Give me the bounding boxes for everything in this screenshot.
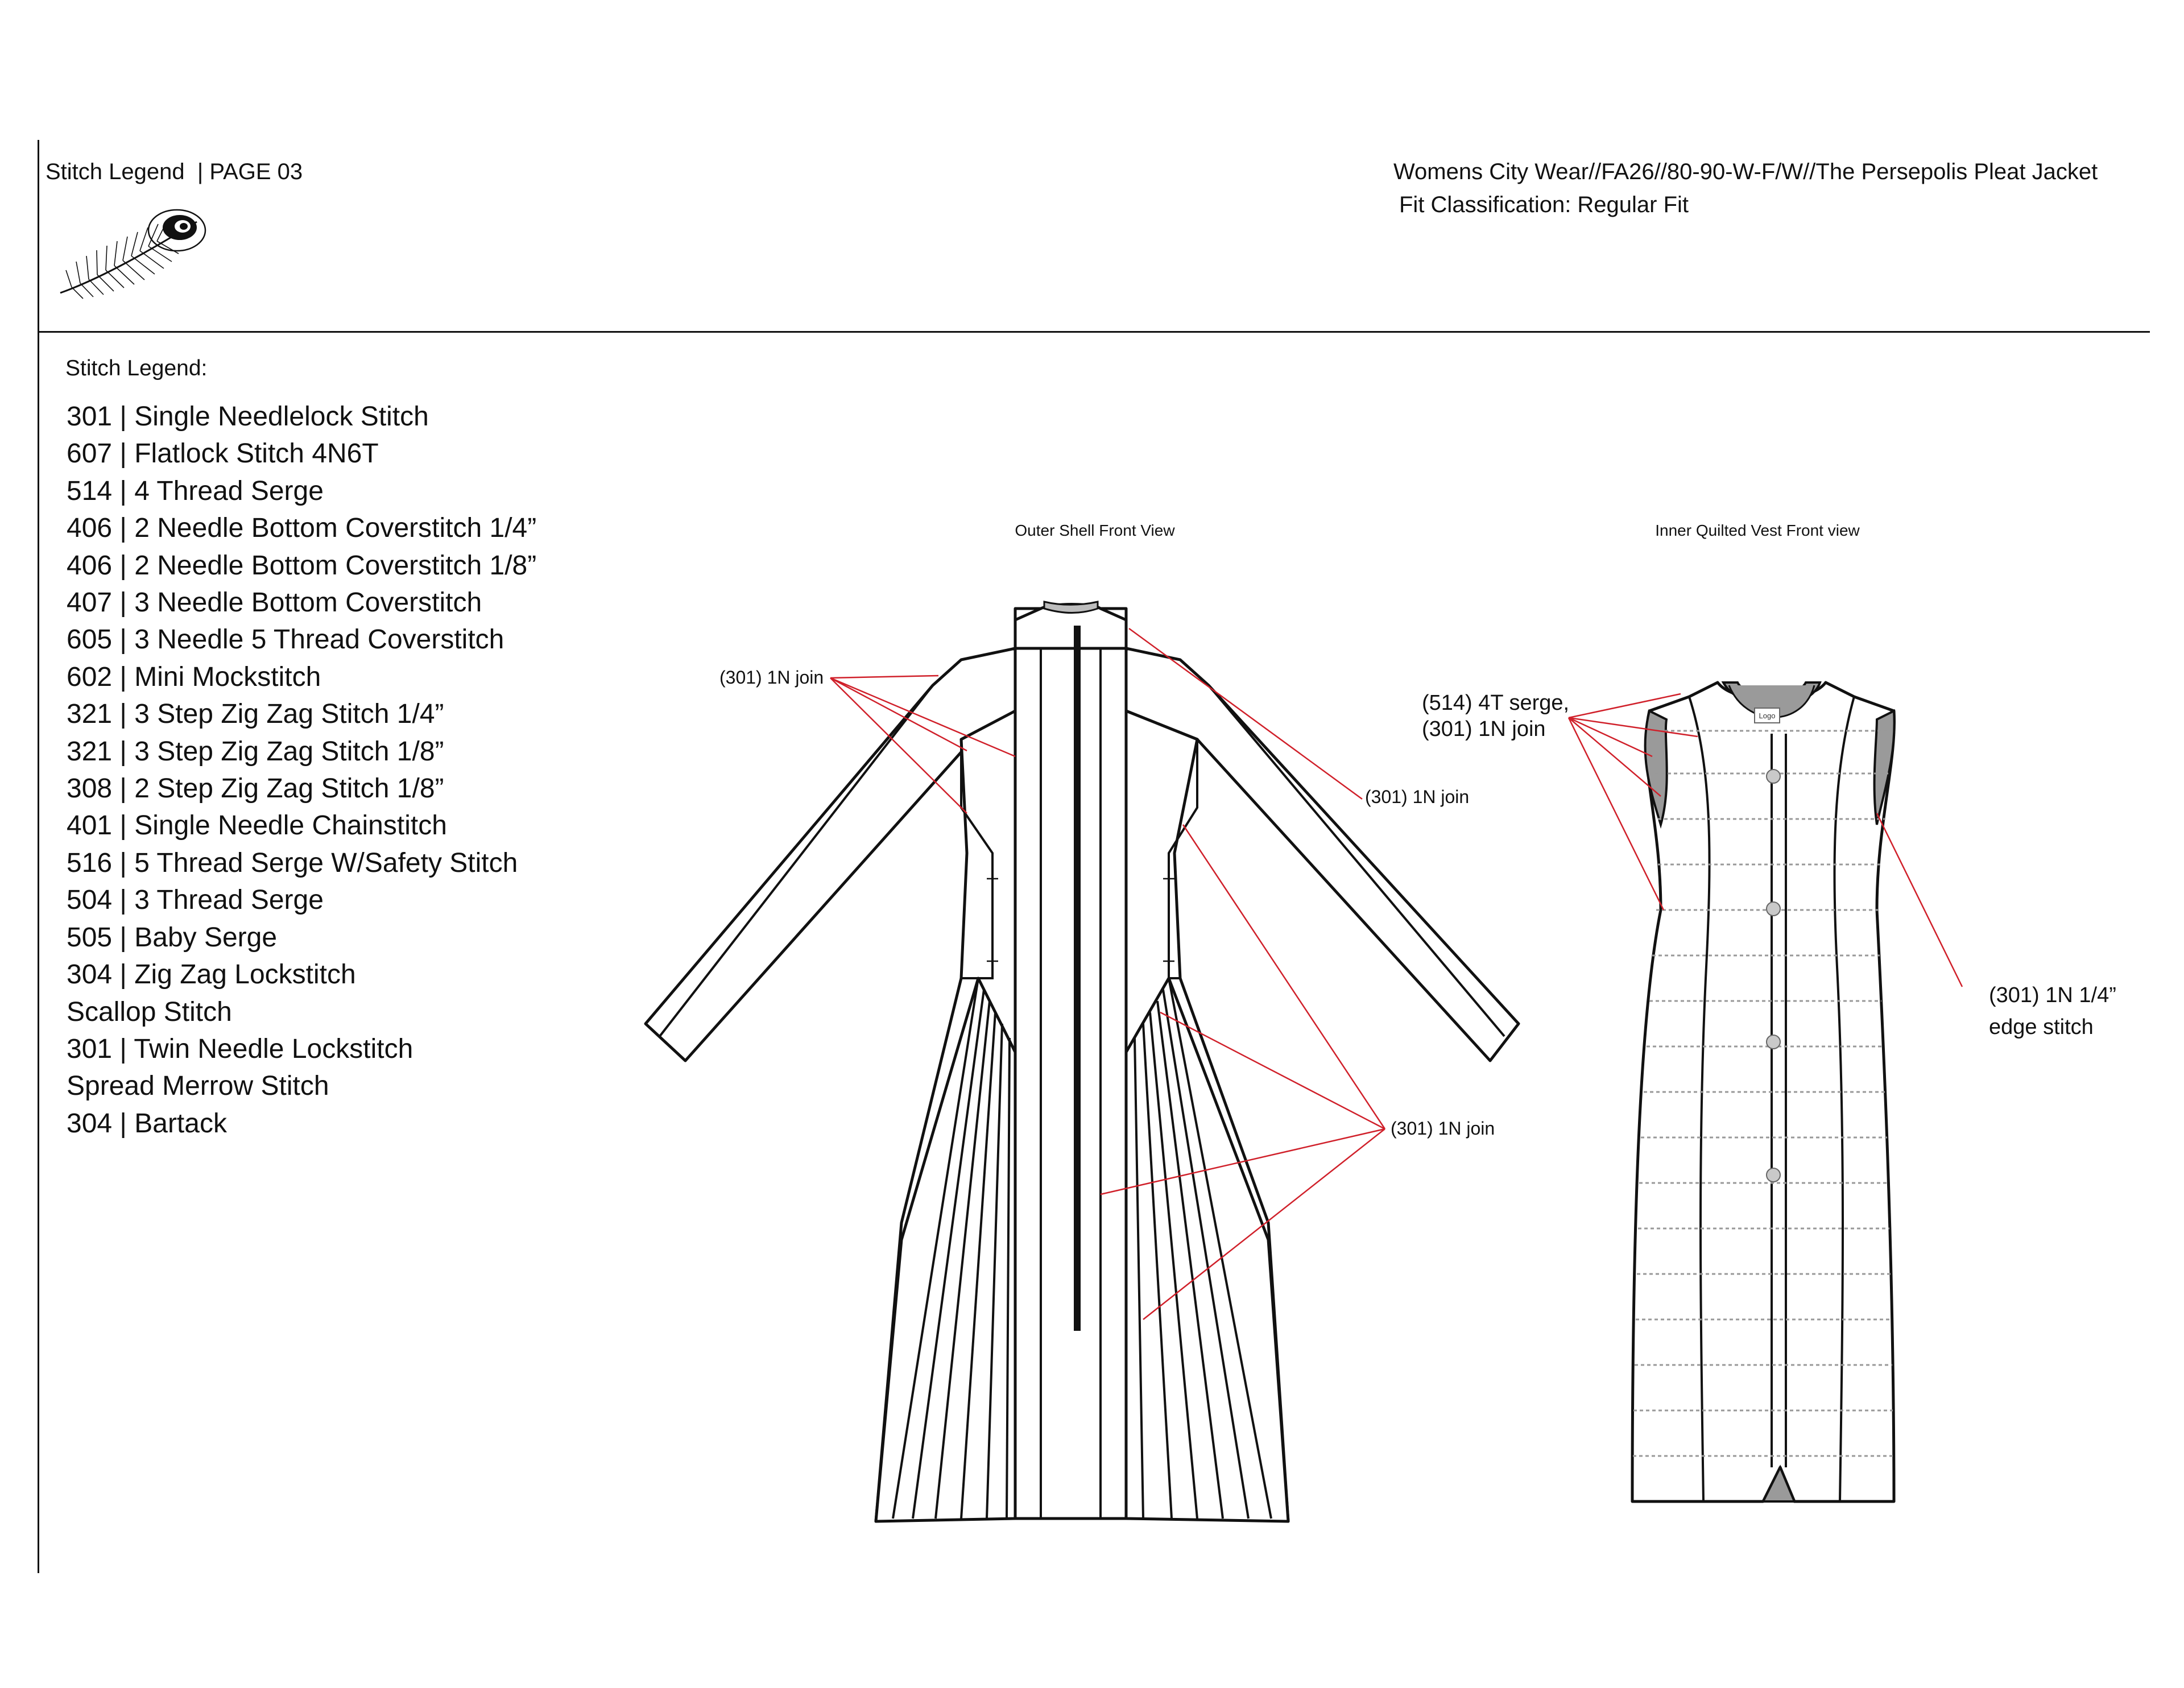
callout-vest-left-line2: (301) 1N join xyxy=(1422,717,1546,741)
legend-item: 406 | 2 Needle Bottom Coverstitch 1/4” xyxy=(67,513,537,544)
callout-outer-left: (301) 1N join xyxy=(719,667,824,688)
snap-button xyxy=(1767,902,1780,916)
page-label: Stitch Legend | PAGE 03 xyxy=(46,159,303,184)
legend-item: 304 | Zig Zag Lockstitch xyxy=(67,959,356,990)
legend-item: 308 | 2 Step Zig Zag Stitch 1/8” xyxy=(67,773,444,804)
legend-item: 504 | 3 Thread Serge xyxy=(67,885,324,916)
legend-item: 407 | 3 Needle Bottom Coverstitch xyxy=(67,588,482,618)
legend-item: 406 | 2 Needle Bottom Coverstitch 1/8” xyxy=(67,550,537,581)
outer-shell-jacket-drawing xyxy=(646,602,1519,1521)
legend-item: 602 | Mini Mockstitch xyxy=(67,661,321,692)
style-title: Womens City Wear//FA26//80-90-W-F/W//The Persepolis Pleat Jacket xyxy=(1393,159,2098,184)
legend-item: 401 | Single Needle Chainstitch xyxy=(67,810,447,841)
callout-vest-left-line1: (514) 4T serge, xyxy=(1422,691,1570,715)
legend-item: 301 | Twin Needle Lockstitch xyxy=(67,1033,413,1064)
legend-item: Scallop Stitch xyxy=(67,996,232,1027)
fit-classification: Fit Classification: Regular Fit xyxy=(1399,192,1689,217)
legend-item: 304 | Bartack xyxy=(67,1108,227,1139)
outer-shell-title: Outer Shell Front View xyxy=(1015,522,1175,539)
legend-item: 321 | 3 Step Zig Zag Stitch 1/4” xyxy=(67,699,444,730)
legend-item: Spread Merrow Stitch xyxy=(67,1071,329,1102)
legend-item: 605 | 3 Needle 5 Thread Coverstitch xyxy=(67,624,504,655)
snap-button xyxy=(1767,1035,1780,1049)
callout-outer-right-bottom: (301) 1N join xyxy=(1391,1118,1495,1139)
logo-label: Logo xyxy=(1759,711,1776,720)
callout-vest-right-line2: edge stitch xyxy=(1989,1015,2094,1039)
legend-item: 516 | 5 Thread Serge W/Safety Stitch xyxy=(67,847,518,878)
callout-outer-right-top: (301) 1N join xyxy=(1365,787,1470,807)
callout-vest-right-line1: (301) 1N 1/4” xyxy=(1989,983,2116,1007)
inner-vest-title: Inner Quilted Vest Front view xyxy=(1655,522,1860,539)
legend-item: 514 | 4 Thread Serge xyxy=(67,475,324,506)
legend-heading: Stitch Legend: xyxy=(65,356,208,380)
legend-item: 505 | Baby Serge xyxy=(67,922,278,953)
inner-quilted-vest-drawing xyxy=(1632,682,1895,1501)
snap-button xyxy=(1767,769,1780,783)
snap-button xyxy=(1767,1168,1780,1182)
legend-item: 301 | Single Needlelock Stitch xyxy=(67,402,429,432)
legend-item: 321 | 3 Step Zig Zag Stitch 1/8” xyxy=(67,736,444,767)
legend-item: 607 | Flatlock Stitch 4N6T xyxy=(67,438,379,469)
